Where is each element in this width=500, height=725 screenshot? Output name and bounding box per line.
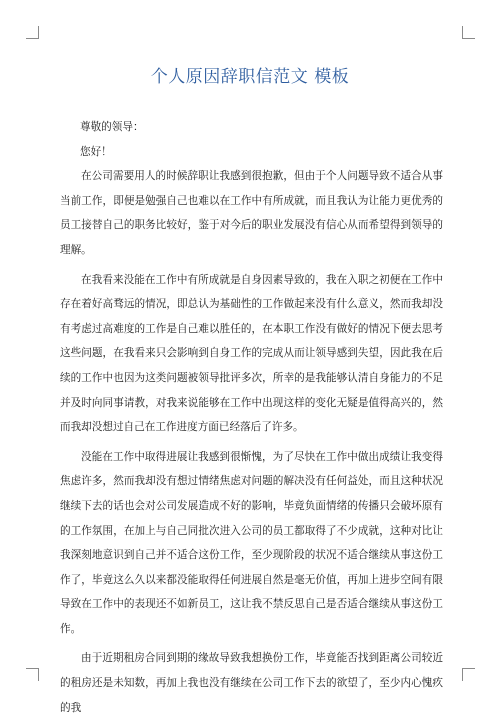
crop-mark-top-left	[26, 26, 39, 39]
greeting: 尊敬的领导：	[80, 121, 144, 133]
document-body	[60, 115, 443, 725]
paragraph: 没能在工作中取得进展让我感到很惭愧，为了尽快在工作中做出成绩让我变得焦虑许多，然而我却没有想过情绪焦虑对问题的解决没有任何益处，而且这种状况继续下去的话也会对公司发展造成不好的影响，毕竟负面情绪的传播只会破坏原有的工作氛围，在加上与自己同批次进入公司的员工都取得了不少成就，这种对比让我深刻地意识到自己并不适合这份工作，至少现阶段的状况不适合继续从事这份工作了，毕竟这么久以来都没能取得任何进展自然是毫无价值，再加上进步空间有限导致在工作中的表现还不如新员工，这让我不禁反思自己是否适合继续从事这份工作。	[60, 450, 443, 635]
crop-mark-bottom-left	[26, 668, 39, 681]
document-title: 个人原因辞职信范文 模板	[150, 67, 350, 87]
hello-line: 您好！	[80, 145, 112, 158]
crop-mark-top-right	[462, 26, 475, 39]
paragraph: 由于近期租房合同到期的缘故导致我想换份工作，毕竟能否找到距离公司较近的租房还是未知数，再加上我也没有继续在公司工作下去的欲望了，至少内心愧疚的我	[60, 652, 443, 714]
paragraph: 在公司需要用人的时候辞职让我感到很抱歉，但由于个人问题导致不适合从事当前工作，即便是勉强自己也难以在工作中有所成就，而且我认为让能力更优秀的员工接替自己的职务比较好，鉴于对今后的职业发展没有信心从而希望得到领导的理解。	[60, 170, 443, 256]
crop-mark-bottom-right	[462, 668, 475, 681]
paragraph: 在我看来没能在工作中有所成就是自身因素导致的，我在入职之初便在工作中存在着好高骛远的情况，即总认为基础性的工作做起来没有什么意义，然而我却没有考虑过高难度的工作是自己难以胜任的，在本职工作没有做好的情况下便去思考这些问题，在我看来只会影响到自身工作的完成从而让领导感到失望，因此我在后续的工作中也因为这类问题被领导批评多次，所幸的是我能够认清自身能力的不足并及时向同事请教，对我来说能够在工作中出现这样的变化无疑是值得高兴的，然而我却没想过自己在工作进度方面已经落后了许多。	[60, 273, 443, 434]
